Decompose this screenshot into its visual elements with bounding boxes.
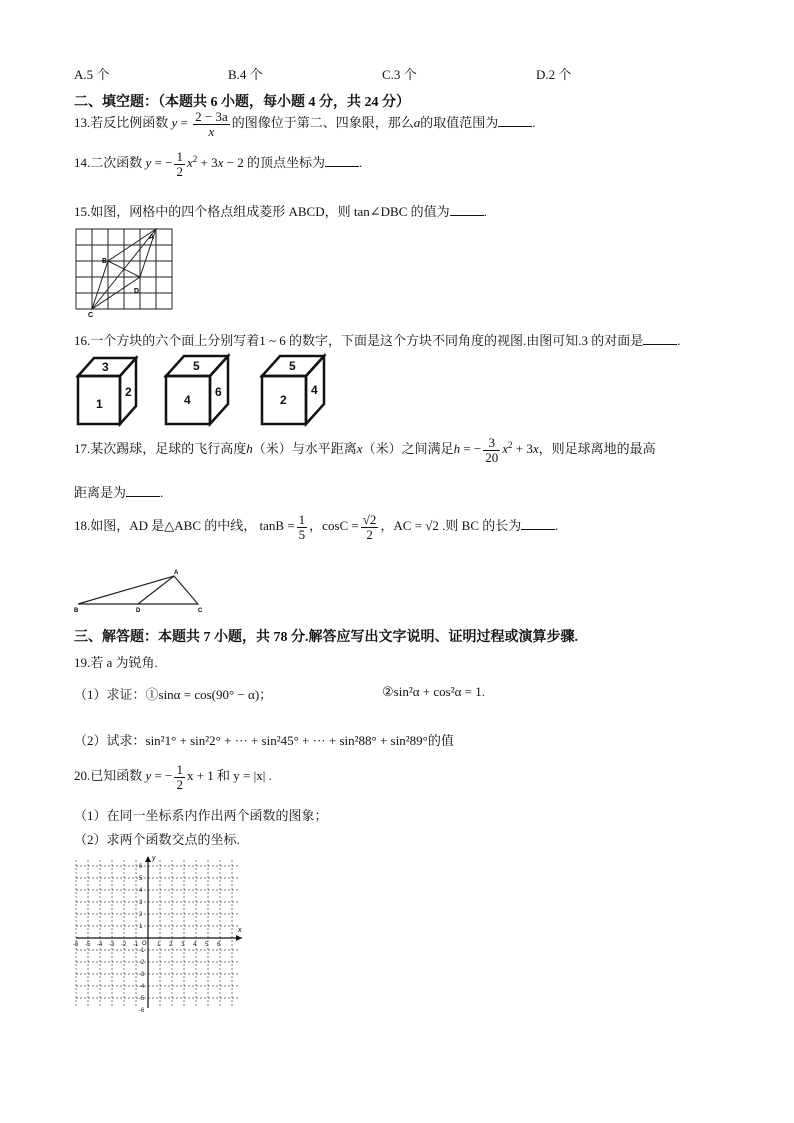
x-tick-label: 6 xyxy=(217,942,221,948)
y-tick-label: -4 xyxy=(139,984,145,990)
cube2-top: 5 xyxy=(193,359,200,373)
cube1-top: 3 xyxy=(102,360,109,374)
question-20: 20.已知函数 y = − $\frac{1}{2}$ x + 1 和 y = |x| . xyxy=(74,762,272,792)
y-tick-label: 5 xyxy=(139,876,143,882)
question-15: 15.如图，网格中的四个格点组成菱形 ABCD，则 tan∠DBC 的值为 . xyxy=(74,204,487,219)
y-tick-label: -6 xyxy=(139,1008,145,1012)
question-20-part2: （2）求两个函数交点的坐标. xyxy=(74,832,240,847)
cube1-front: 1 xyxy=(96,397,103,411)
x-tick-label: -1 xyxy=(133,942,139,948)
label-a: A xyxy=(149,234,155,241)
cube1-side: 2 xyxy=(125,385,132,399)
question-16: 16.一个方块的六个面上分别写着1 ~ 6 的数字，下面是这个方块不同角度的视图.由图可知.3 的对面是 . xyxy=(74,333,681,348)
y-tick-label: 6 xyxy=(139,864,143,870)
question-20-part1: （1）在同一坐标系内作出两个函数的图象； xyxy=(74,808,328,823)
option-b: B.4 个 xyxy=(228,67,263,82)
label-c: C xyxy=(88,312,94,319)
option-d: D.2 个 xyxy=(536,67,572,82)
cube2-side: 6 xyxy=(215,385,222,399)
x-axis-label: x xyxy=(238,927,242,934)
cube3-top: 5 xyxy=(289,359,296,373)
question-18: 18.如图，AD 是△ABC 的中线， tanB = $\frac{1}{5}$ ，cosC = $\frac{√2}{2}$ ，AC = √2 .则 BC 的长为 . xyxy=(74,512,559,542)
label-d: D xyxy=(136,608,141,612)
section2-title: 二、填空题：（本题共 6 小题，每小题 4 分，共 24 分） xyxy=(74,95,410,110)
label-a: A xyxy=(174,570,179,576)
x-tick-label: -6 xyxy=(73,942,79,948)
option-c: C.3 个 xyxy=(382,67,417,82)
coordinate-grid xyxy=(72,852,248,1012)
label-c: C xyxy=(198,608,203,612)
cube-views xyxy=(74,352,364,430)
x-tick-label: -4 xyxy=(97,942,103,948)
x-tick-label: 4 xyxy=(193,942,197,948)
y-tick-label: -1 xyxy=(139,948,145,954)
option-a: A.5 个 xyxy=(74,67,110,82)
x-tick-label: -5 xyxy=(85,942,91,948)
question-14: 14.二次函数 y = − $\frac{1}{2}$ $x^2 + 3x - 2$ 的顶点坐标为 . xyxy=(74,149,363,179)
y-axis-label: y xyxy=(152,855,156,862)
rhombus-grid-figure xyxy=(74,225,184,320)
label-d: D xyxy=(134,288,140,295)
y-tick-label: -3 xyxy=(139,972,145,978)
x-tick-label: -3 xyxy=(109,942,115,948)
x-tick-label: 3 xyxy=(181,942,185,948)
x-tick-label: -2 xyxy=(121,942,127,948)
question-19-part2: （2）试求：sin²1° + sin²2° + ··· + sin²45° + ··· + sin²88° + sin²89°的值 xyxy=(74,733,454,748)
x-tick-label: 1 xyxy=(157,942,161,948)
x-tick-label: 5 xyxy=(205,942,209,948)
label-b: B xyxy=(74,608,79,612)
question-19-part1b: ②sin²α + cos²α = 1. xyxy=(382,684,485,699)
question-17-line2: 距离是为 . xyxy=(74,485,164,500)
origin-label: O xyxy=(142,941,147,947)
section3-title: 三、解答题：本题共 7 小题，共 78 分.解答应写出文字说明、证明过程或演算步骤. xyxy=(74,630,578,645)
question-13: 13.若反比例函数 y = $\frac{2 - 3a}{x}$ 的图像位于第二、四象限，那么a的取值范围为 . xyxy=(74,109,536,139)
cube3-front: 2 xyxy=(280,393,287,407)
triangle-figure xyxy=(74,566,210,612)
x-tick-label: 2 xyxy=(169,942,173,948)
cube2-front: 4 xyxy=(184,393,191,407)
y-tick-label: 2 xyxy=(139,912,143,918)
question-19-part1: （1）求证：①sinα = cos(90° − α)； xyxy=(74,687,273,702)
label-b: B xyxy=(102,258,108,265)
y-tick-label: 4 xyxy=(139,888,143,894)
y-tick-label: 1 xyxy=(139,924,143,930)
q13-fraction: $\frac{2 - 3a}{x}$ xyxy=(195,109,228,139)
question-17: 17.某次踢球，足球的飞行高度h（米）与水平距离x（米）之间满足h = − $\frac{3}{20}$ $x^2 + 3x$，则足球离地的最高 xyxy=(74,435,656,465)
y-tick-label: 3 xyxy=(139,900,143,906)
y-tick-label: -5 xyxy=(139,996,145,1002)
y-tick-label: -2 xyxy=(139,960,145,966)
question-19: 19.若 a 为锐角. xyxy=(74,655,158,670)
cube3-side: 4 xyxy=(311,383,318,397)
